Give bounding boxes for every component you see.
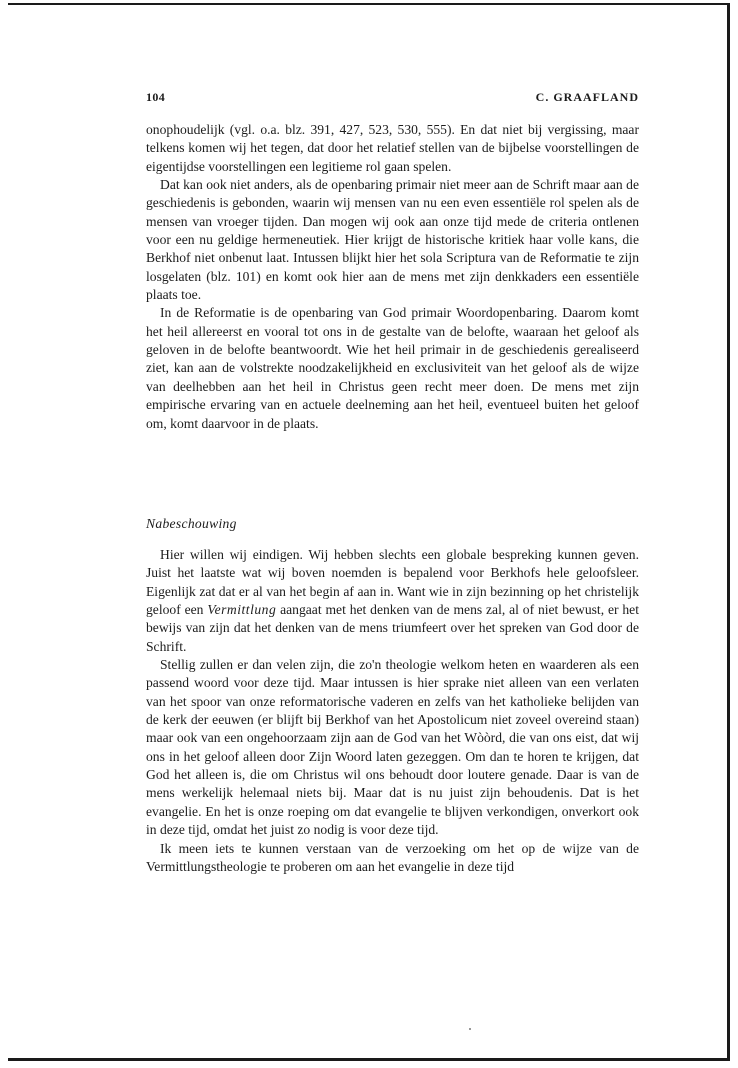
scan-border-top (8, 3, 730, 5)
scan-border-right (727, 3, 730, 1061)
paragraph: Dat kan ook niet anders, als de openbaring primair niet meer aan de Schrift maar aan de geschiedenis is gebonden, waarin wij mensen van nu een even essentiële rol spelen als de mensen van vroeger tijden. Dan mogen wij ook aan onze tijd mede de criteria ontlenen voor een nu geldige hermeneutiek. Hier krijgt de historische kritiek haar volle kans, die Berkhof niet onbenut laat. Intussen blijkt hier het sola Scriptura van de Reformatie te zijn losgelaten (blz. 101) en komt ook hier aan de mens met zijn denkkaders een essentiële plaats toe. (146, 177, 639, 303)
paragraph-text: Hier willen wij eindigen. Wij hebben slechts een globale bespreking kunnen geven. Juist het laatste wat wij boven noemden is bepalend voor Berkhofs hele geloofsleer. Eigenlijk zat dat er al van het begin af aan in. Want wie in zijn bezinning op het christelijk geloof een (146, 547, 639, 618)
scan-speck (469, 1028, 471, 1030)
paragraph-text: aangaat met het denken van de mens zal, al of niet bewust, er het bewijs van zijn dat het denken van de mens triumfeert over het spreken van God door de Schrift. (146, 602, 639, 654)
paragraph: Ik meen iets te kunnen verstaan van de verzoeking om het op de wijze van de Vermittlungstheologie te proberen om aan het evangelie in deze tijd (146, 840, 639, 874)
body-text (146, 121, 639, 433)
section-body-text (146, 546, 639, 876)
emphasized-term: Vermittlung (207, 602, 277, 618)
paragraph (146, 546, 639, 656)
running-head: C. GRAAFLAND (535, 90, 639, 104)
scan-border-bottom (8, 1058, 730, 1061)
paragraph: Stellig zullen er dan velen zijn, die zo'n theologie welkom heten en waarderen als een passend woord voor deze tijd. Maar intussen is hier sprake niet alleen van een verlaten van het spoor van onze reformatorische vaderen en zelfs van het katholieke belijden van de kerk der eeuwen (er blijft bij Berkhof van het Apostolicum niet zoveel overeind staan) maar ook van een ongehoorzaam zijn aan de God van het Wòòrd, die van ons eist, dat wij ons in het geloof alleen door Zijn Woord laten gezeggen. Om dan te horen te krijgen, dat God het alleen is, die om Christus wil ons behoudt door loutere genade. Daar is van de mens werkelijk helemaal niets bij. Maar dat is nu juist zijn behoudenis. Dat is het evangelie. En het is onze roeping om dat evangelie te blijven verkondigen, onverkort ook in deze tijd, omdat het juist zo nodig is voor deze tijd. (146, 657, 639, 838)
page-header (146, 90, 639, 108)
section-heading: Nabeschouwing (146, 516, 237, 531)
page-number: 104 (146, 90, 166, 104)
paragraph: In de Reformatie is de openbaring van God primair Woordopenbaring. Daarom komt het heil allereerst en vooral tot ons in de gestalte van de belofte, waaraan het geloof als geloven in de belofte beantwoordt. Wie het heil primair in de geschiedenis gerealiseerd ziet, kan aan de volstrekte noodzakelijkheid en exclusiviteit van het geloof als de wijze van deelhebben aan het heil in Christus geen recht meer doen. De mens met zijn empirische ervaring van en actuele deelneming aan het heil, eventueel buiten het geloof om, komt daarvoor in de plaats. (146, 305, 639, 431)
paragraph-continued: onophoudelijk (vgl. o.a. blz. 391, 427, 523, 530, 555). En dat niet bij vergissing, maar telkens komen wij het tegen, dat door het relatief stellen van de bijbelse voorstellingen de eigentijdse voorstellingen een legitieme rol gaan spelen. (146, 122, 639, 174)
